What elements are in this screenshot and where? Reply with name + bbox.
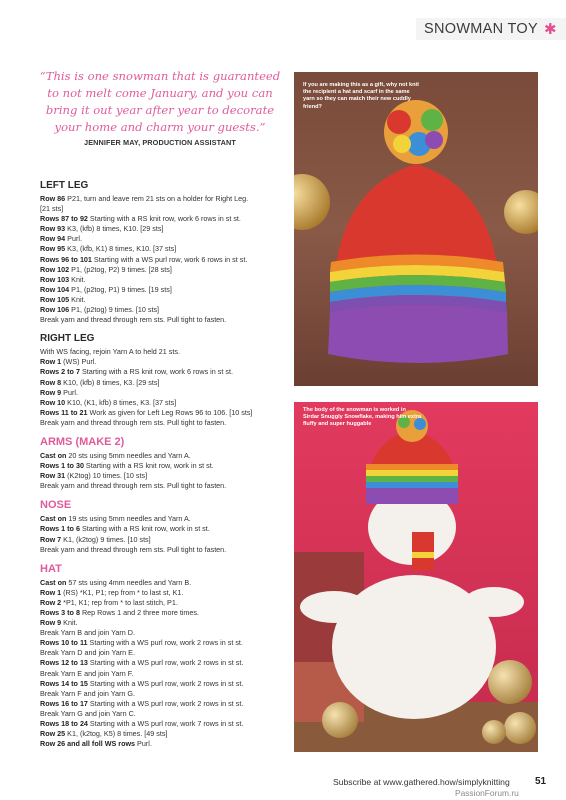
row-text: Break yarn and thread through rem sts. Pull tight to fasten.: [40, 315, 227, 325]
row-text: P1, (p2tog, P2) 9 times. [28 sts]: [69, 264, 172, 274]
section-tag: [416, 18, 566, 40]
row-label: Row 104: [40, 284, 70, 294]
row-label: Rows 14 to 15: [40, 678, 88, 688]
section-heading: NOSE: [40, 499, 72, 512]
instruction-line: [40, 669, 290, 679]
row-text: Starting with a WS purl row, work 6 rows in st st.: [91, 254, 248, 264]
row-text: K10, (kfb) 8 times, K3. [29 sts]: [61, 377, 160, 387]
pull-quote: [34, 68, 286, 147]
instruction-line: [40, 194, 290, 204]
row-label: Cast on: [40, 514, 67, 524]
row-text: Starting with a WS purl row, work 2 rows in st st.: [87, 658, 244, 668]
watermark: PassionForum.ru: [455, 788, 519, 798]
row-label: Row 8: [40, 377, 62, 387]
row-text: Work as given for Left Leg Rows 96 to 106. [10 sts]: [87, 407, 253, 417]
row-text: Purl.: [65, 234, 82, 244]
row-text: With WS facing, rejoin Yarn A to held 21 sts.: [40, 347, 180, 357]
instruction-line: [40, 608, 290, 618]
instruction-line: [40, 618, 290, 628]
row-text: Break yarn and thread through rem sts. Pull tight to fasten.: [40, 481, 227, 491]
instruction-line: [40, 451, 290, 461]
instruction-line: [40, 481, 290, 491]
snowman-photo-caption: The body of the snowman is worked in Sirdar Snuggly Snowflake, making him extra fluffy and super huggable: [303, 407, 422, 428]
pattern-instructions: [40, 180, 290, 749]
instruction-line: [40, 315, 290, 325]
row-label: Rows 12 to 13: [40, 658, 88, 668]
row-text: Purl.: [61, 387, 78, 397]
instruction-line: [40, 398, 290, 408]
row-text: Starting with a RS knit row, work in st st.: [83, 461, 214, 471]
row-text: Break Yarn E and join Yarn F.: [40, 668, 134, 678]
row-label: Rows 16 to 17: [40, 698, 88, 708]
row-label: Row 103: [40, 274, 70, 284]
pattern-section: [40, 436, 290, 491]
instruction-line: [40, 514, 290, 524]
page-footer: [0, 777, 566, 800]
row-text: (RS) *K1, P1; rep from * to last st, K1.: [61, 587, 184, 597]
instruction-line: [40, 689, 290, 699]
row-text: 57 sts using 4mm needles and Yarn B.: [66, 577, 192, 587]
row-label: Rows 1 to 6: [40, 524, 80, 534]
row-text: Purl.: [135, 739, 152, 749]
instruction-line: [40, 418, 290, 428]
row-text: Break Yarn F and join Yarn G.: [40, 688, 135, 698]
instruction-line: [40, 305, 290, 315]
row-text: Knit.: [69, 274, 86, 284]
instruction-line: [40, 739, 290, 749]
hat-photo: [294, 72, 538, 386]
row-text: (WS) Purl.: [61, 357, 97, 367]
instruction-line: [40, 244, 290, 254]
instruction-line: [40, 204, 290, 214]
row-label: Row 7: [40, 534, 62, 544]
pattern-section: [40, 563, 290, 750]
section-heading: RIGHT LEG: [40, 333, 95, 345]
instruction-line: [40, 255, 290, 265]
subscribe-link[interactable]: Subscribe at www.gathered.how/simplyknitting: [333, 777, 510, 787]
snowman-photo: [294, 402, 538, 752]
row-text: Break Yarn B and join Yarn D.: [40, 628, 135, 638]
row-label: Row 93: [40, 224, 66, 234]
row-text: P1, (p2tog) 9 times. [10 sts]: [69, 305, 160, 315]
instruction-line: [40, 378, 290, 388]
row-label: Rows 2 to 7: [40, 367, 80, 377]
row-label: Row 31: [40, 471, 66, 481]
instruction-line: [40, 295, 290, 305]
section-heading: LEFT LEG: [40, 180, 89, 191]
row-label: Row 10: [40, 397, 66, 407]
row-text: (K2tog) 10 times. [10 sts]: [65, 471, 148, 481]
row-text: Knit.: [61, 618, 78, 628]
row-text: Starting with a WS purl row, work 2 rows in st st.: [87, 698, 244, 708]
section-heading: ARMS (MAKE 2): [40, 435, 125, 448]
row-text: Starting with a RS knit row, work in st st.: [79, 524, 210, 534]
row-label: Row 86: [40, 194, 66, 203]
row-text: P21, turn and leave rem 21 sts on a holder for Right Leg.: [65, 194, 249, 203]
instruction-line: [40, 285, 290, 295]
star-icon: ✱: [543, 21, 557, 38]
row-label: Row 105: [40, 294, 70, 304]
row-label: Rows 1 to 30: [40, 461, 84, 471]
row-label: Cast on: [40, 450, 67, 460]
instruction-line: [40, 699, 290, 709]
row-text: 20 sts using 5mm needles and Yarn A.: [66, 450, 191, 460]
row-label: Row 1: [40, 357, 62, 367]
row-text: *P1, K1; rep from * to last stitch, P1.: [61, 597, 178, 607]
row-label: Row 106: [40, 305, 70, 315]
row-label: Rows 87 to 92: [40, 214, 88, 224]
row-text: Break Yarn G and join Yarn C.: [40, 708, 136, 718]
row-label: Rows 18 to 24: [40, 719, 88, 729]
row-text: [21 sts]: [40, 204, 64, 214]
instruction-line: [40, 648, 290, 658]
instruction-line: [40, 408, 290, 418]
row-label: Row 9: [40, 618, 62, 628]
row-text: Break yarn and thread through rem sts. Pull tight to fasten.: [40, 417, 227, 427]
row-text: K3, (kfb) 8 times, K10. [29 sts]: [65, 224, 164, 234]
row-label: Cast on: [40, 577, 67, 587]
row-label: Row 25: [40, 729, 66, 739]
instruction-line: [40, 275, 290, 285]
row-label: Row 9: [40, 387, 62, 397]
instruction-line: [40, 588, 290, 598]
instruction-line: [40, 471, 290, 481]
row-label: Row 2: [40, 597, 62, 607]
instruction-line: [40, 524, 290, 534]
row-text: Break Yarn D and join Yarn E.: [40, 648, 135, 658]
row-text: Starting with a WS purl row, work 7 rows in st st.: [87, 719, 244, 729]
page-number: 51: [535, 776, 547, 787]
row-label: Rows 3 to 8: [40, 608, 80, 617]
row-text: Break yarn and thread through rem sts. Pull tight to fasten.: [40, 544, 227, 554]
instruction-line: [40, 709, 290, 719]
row-text: Rep Rows 1 and 2 three more times.: [79, 608, 199, 617]
instruction-line: [40, 679, 290, 689]
instruction-line: [40, 729, 290, 739]
row-text: Starting with a RS knit row, work 6 rows in st st.: [79, 367, 233, 377]
row-text: Starting with a WS purl row, work 2 rows in st st.: [87, 638, 243, 648]
hat-photo-caption: If you are making this as a gift, why not knit the recipient a hat and scarf in the same yarn so they can match their new cuddly friend?: [303, 82, 419, 110]
row-text: K3, (kfb, K1) 8 times, K10. [37 sts]: [65, 244, 177, 254]
pattern-section: [40, 180, 290, 325]
quote-text: “This is one snowman that is guaranteed to not melt come January, and you can bring it out year after year to decorate your home and charm your guests.”: [39, 69, 281, 134]
row-text: Starting with a RS knit row, work 6 rows in st st.: [87, 214, 241, 224]
row-text: K10, (K1, kfb) 8 times, K3. [37 sts]: [65, 397, 177, 407]
instruction-line: [40, 535, 290, 545]
instruction-line: [40, 367, 290, 377]
instruction-line: [40, 265, 290, 275]
instruction-line: [40, 357, 290, 367]
row-label: Row 26 and all foll WS rows: [40, 739, 136, 749]
instruction-line: [40, 461, 290, 471]
row-label: Rows 96 to 101: [40, 254, 92, 264]
row-label: Row 1: [40, 587, 62, 597]
row-text: 19 sts using 5mm needles and Yarn A.: [66, 514, 191, 524]
row-label: Row 95: [40, 244, 66, 254]
row-label: Row 102: [40, 264, 70, 274]
quote-author: JENNIFER MAY, PRODUCTION ASSISTANT: [84, 138, 236, 147]
instruction-line: [40, 628, 290, 638]
instruction-line: [40, 224, 290, 234]
row-label: Rows 11 to 21: [40, 407, 88, 417]
pattern-section: [40, 499, 290, 554]
pattern-section: [40, 333, 290, 428]
instruction-line: [40, 658, 290, 668]
row-text: P1, (p2tog, P1) 9 times. [19 sts]: [69, 284, 172, 294]
row-label: Row 94: [40, 234, 66, 244]
instruction-line: [40, 638, 290, 648]
instruction-line: [40, 388, 290, 398]
instruction-line: [40, 719, 290, 729]
row-text: K1, (k2tog) 9 times. [10 sts]: [61, 534, 151, 544]
instruction-line: [40, 214, 290, 224]
row-text: Starting with a WS purl row, work 2 rows in st st.: [87, 678, 244, 688]
instruction-line: [40, 578, 290, 588]
instruction-line: [40, 234, 290, 244]
instruction-line: [40, 545, 290, 555]
row-label: Rows 10 to 11: [40, 638, 88, 648]
row-text: K1, (k2tog, K5) 8 times. [49 sts]: [65, 729, 168, 739]
section-title: SNOWMAN TOY: [424, 21, 538, 37]
instruction-line: [40, 598, 290, 608]
instruction-line: [40, 347, 290, 357]
section-heading: HAT: [40, 562, 62, 575]
row-text: Knit.: [69, 294, 86, 304]
